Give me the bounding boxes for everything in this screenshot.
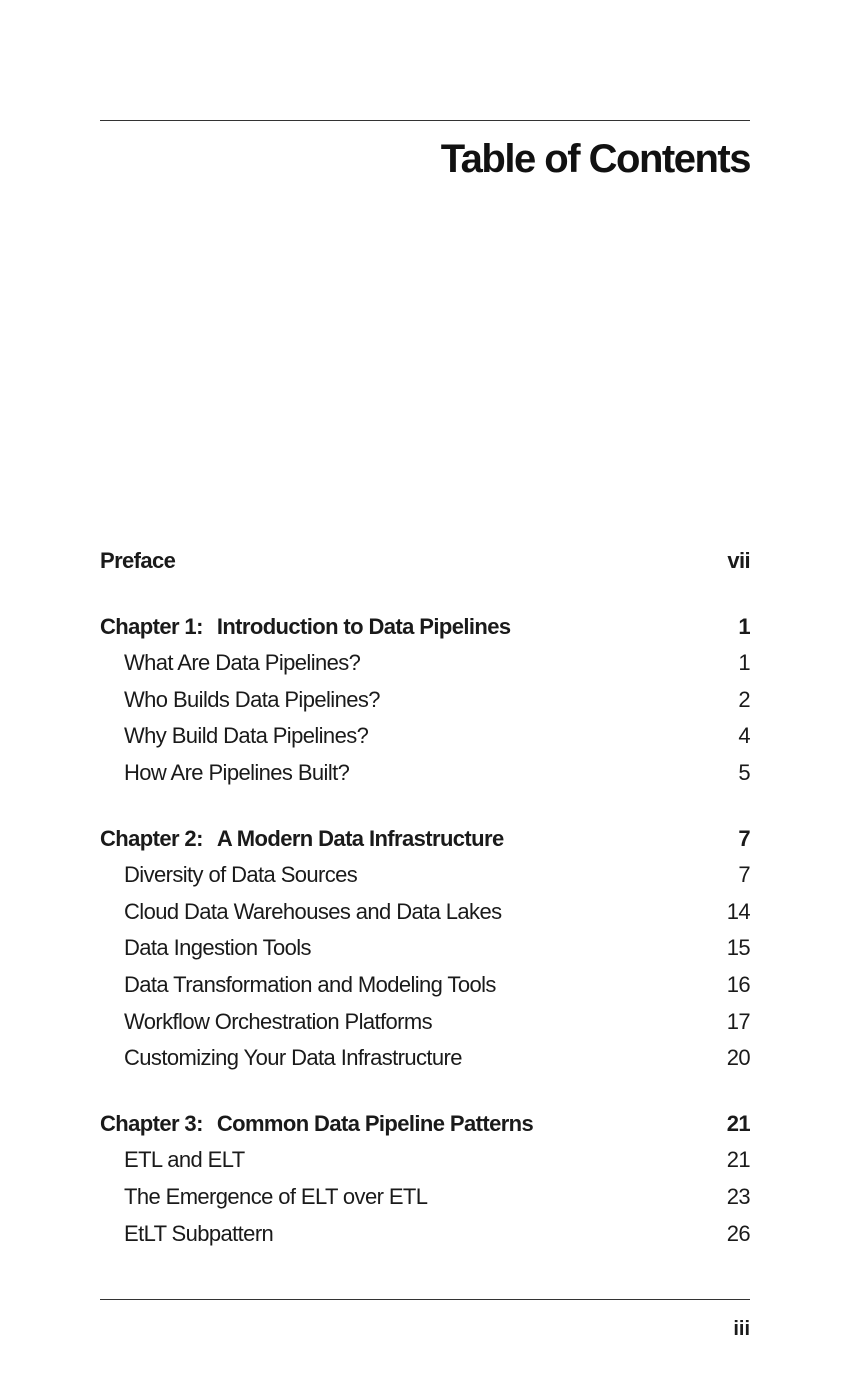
section-page-number: 5 bbox=[738, 759, 750, 785]
page-number: iii bbox=[733, 1318, 750, 1340]
section-title: Cloud Data Warehouses and Data Lakes bbox=[124, 898, 502, 924]
section-title: EtLT Subpattern bbox=[124, 1220, 274, 1246]
toc-entry-chapter-3[interactable] bbox=[100, 1106, 750, 1143]
section-title: Diversity of Data Sources bbox=[124, 862, 358, 888]
toc-entry-section[interactable] bbox=[100, 645, 750, 682]
section-title: Data Ingestion Tools bbox=[124, 935, 311, 961]
toc-entry-section[interactable] bbox=[100, 967, 750, 1004]
toc-entry-section[interactable] bbox=[100, 894, 750, 931]
chapter-number: Chapter 3: bbox=[100, 1110, 203, 1136]
section-title: Customizing Your Data Infrastructure bbox=[124, 1045, 462, 1071]
toc-entry-chapter-1[interactable] bbox=[100, 609, 750, 646]
chapter-title: Common Data Pipeline Patterns bbox=[216, 1110, 534, 1136]
section-title: Workflow Orchestration Platforms bbox=[124, 1008, 433, 1034]
toc-chapter-1-group bbox=[100, 609, 750, 792]
section-page-number: 2 bbox=[738, 686, 750, 712]
toc-entry-section[interactable] bbox=[100, 755, 750, 792]
page-title: Table of Contents bbox=[440, 137, 750, 181]
chapter-title: A Modern Data Infrastructure bbox=[216, 825, 504, 851]
top-divider bbox=[100, 120, 750, 121]
section-title: How Are Pipelines Built? bbox=[124, 759, 350, 785]
section-page-number: 23 bbox=[726, 1183, 750, 1209]
section-page-number: 26 bbox=[726, 1220, 750, 1246]
section-title: Who Builds Data Pipelines? bbox=[124, 686, 380, 712]
toc-entry-section[interactable] bbox=[100, 930, 750, 967]
chapter-heading bbox=[100, 609, 511, 646]
section-page-number: 16 bbox=[726, 971, 750, 997]
toc-entry-section[interactable] bbox=[100, 682, 750, 719]
toc-entry-section[interactable] bbox=[100, 1179, 750, 1216]
chapter-number: Chapter 2: bbox=[100, 825, 203, 851]
section-title: Why Build Data Pipelines? bbox=[124, 723, 369, 749]
section-page-number: 7 bbox=[738, 862, 750, 888]
chapter-heading bbox=[100, 821, 504, 858]
toc-entry-section[interactable] bbox=[100, 1216, 750, 1253]
toc-entry-section[interactable] bbox=[100, 1142, 750, 1179]
toc-chapter-2-group bbox=[100, 821, 750, 1077]
toc-entry-section[interactable] bbox=[100, 718, 750, 755]
table-of-contents bbox=[100, 543, 750, 1252]
toc-entry-chapter-2[interactable] bbox=[100, 821, 750, 858]
chapter-heading bbox=[100, 1106, 533, 1143]
toc-entry-section[interactable] bbox=[100, 1040, 750, 1077]
toc-chapter-3-group bbox=[100, 1106, 750, 1252]
chapter-number: Chapter 1: bbox=[100, 613, 203, 639]
preface-title: Preface bbox=[100, 548, 176, 573]
section-page-number: 1 bbox=[738, 650, 750, 676]
section-page-number: 14 bbox=[726, 898, 750, 924]
preface-page-number: vii bbox=[727, 548, 750, 573]
section-title: Data Transformation and Modeling Tools bbox=[124, 971, 496, 997]
bottom-divider bbox=[100, 1299, 750, 1300]
section-title: The Emergence of ELT over ETL bbox=[124, 1183, 428, 1209]
section-title: What Are Data Pipelines? bbox=[124, 650, 361, 676]
section-page-number: 17 bbox=[726, 1008, 750, 1034]
section-page-number: 4 bbox=[738, 723, 750, 749]
section-page-number: 21 bbox=[726, 1147, 750, 1173]
chapter-page-number: 1 bbox=[738, 613, 750, 639]
toc-entry-section[interactable] bbox=[100, 1004, 750, 1041]
section-page-number: 20 bbox=[726, 1045, 750, 1071]
chapter-title: Introduction to Data Pipelines bbox=[216, 613, 511, 639]
section-page-number: 15 bbox=[726, 935, 750, 961]
chapter-page-number: 7 bbox=[738, 825, 750, 851]
section-title: ETL and ELT bbox=[124, 1147, 245, 1173]
toc-preface-group bbox=[100, 543, 750, 580]
chapter-page-number: 21 bbox=[726, 1110, 750, 1136]
toc-entry-preface[interactable] bbox=[100, 543, 750, 580]
toc-entry-section[interactable] bbox=[100, 857, 750, 894]
